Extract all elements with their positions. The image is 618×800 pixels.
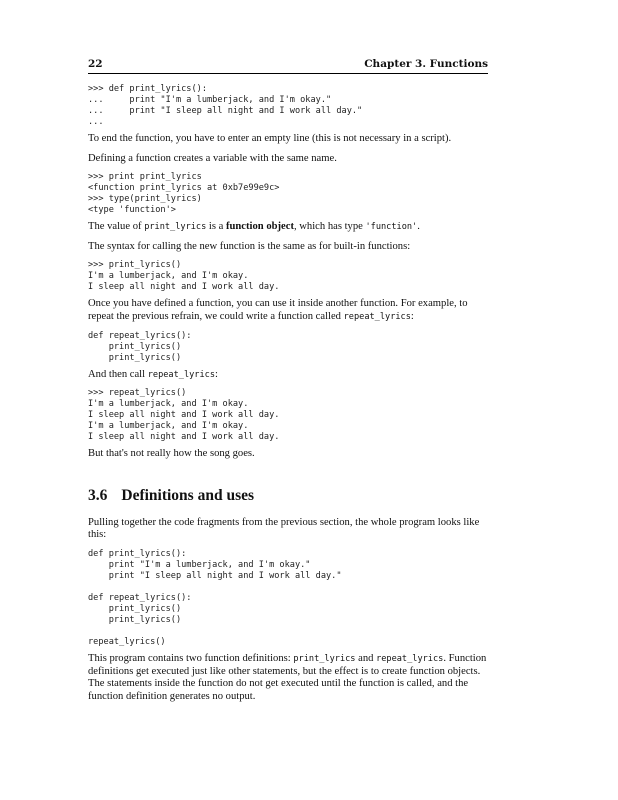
code-line: ... print "I sleep all night and I work all day." <box>88 106 363 116</box>
code-line: <type 'function'> <box>88 205 176 216</box>
running-header <box>88 58 488 74</box>
code-line: print_lyrics() <box>88 614 182 625</box>
paragraph-empty-line: To end the function, you have to enter an empty line (this is not necessary in a script). <box>88 133 452 144</box>
code-line: repeat_lyrics() <box>88 636 166 647</box>
inline-code: print_lyrics <box>144 222 207 233</box>
paragraph-function-object: The value of print_lyrics is a function object, which has type 'function'. <box>88 221 420 233</box>
inline-code: repeat_lyrics <box>343 311 411 322</box>
code-block-whole-program <box>88 549 488 648</box>
bold-term: function object <box>226 221 294 233</box>
code-line: print "I sleep all night and I work all day." <box>88 570 342 581</box>
code-line: >>> repeat_lyrics() <box>88 388 187 399</box>
chapter-title: Chapter 3. Functions <box>364 58 488 70</box>
paragraph-then-call: And then call repeat_lyrics: <box>88 368 218 380</box>
code-line: I'm a lumberjack, and I'm okay. <box>88 271 249 282</box>
code-block-define-repeat-lyrics <box>88 331 488 364</box>
code-line: def print_lyrics(): <box>88 548 187 559</box>
paragraph-two-definitions: This program contains two function definitions: print_lyrics and repeat_lyrics. Function definitions get executed just like other statements, but the effect is to create function objects. The statements inside the function do not get executed until the function is called, and the function definition generates no output. <box>88 652 487 702</box>
code-line: >>> print_lyrics() <box>88 260 182 271</box>
code-line: def repeat_lyrics(): <box>88 330 192 341</box>
paragraph-defining-function: Defining a function creates a variable with the same name. <box>88 152 337 164</box>
code-line: >>> type(print_lyrics) <box>88 194 202 205</box>
book-page <box>88 58 488 710</box>
code-line: ... <box>88 117 104 127</box>
code-block-call-repeat-lyrics <box>88 388 488 443</box>
section-number: 3.6 <box>88 486 108 504</box>
code-line: print_lyrics() <box>88 603 182 614</box>
code-line: I'm a lumberjack, and I'm okay. <box>88 421 249 432</box>
inline-code: repeat_lyrics <box>147 369 215 380</box>
code-block-call-print-lyrics <box>88 260 488 293</box>
inline-code: print_lyrics <box>293 653 356 664</box>
code-block-print-function-object <box>88 172 488 216</box>
code-line-blank <box>88 626 488 637</box>
paragraph-calling-syntax: The syntax for calling the new function is the same as for built-in functions: <box>88 240 411 252</box>
code-line: I'm a lumberjack, and I'm okay. <box>88 399 249 410</box>
code-line: <function print_lyrics at 0xb7e99e9c> <box>88 183 280 194</box>
paragraph-song: But that's not really how the song goes. <box>88 448 255 460</box>
inline-code: 'function' <box>365 222 418 233</box>
code-line-blank <box>88 582 488 593</box>
paragraph-repeat-intro: Once you have defined a function, you can use it inside another function. For example, to repeat the previous refrain, we could write a function called repeat_lyrics: <box>88 298 468 322</box>
code-line: I sleep all night and I work all day. <box>88 282 280 293</box>
code-line: print "I'm a lumberjack, and I'm okay." <box>88 559 311 570</box>
code-line: print_lyrics() <box>88 352 182 363</box>
inline-code: repeat_lyrics <box>376 653 444 664</box>
code-line: ... print "I'm a lumberjack, and I'm okay." <box>88 95 332 105</box>
code-line: def repeat_lyrics(): <box>88 592 192 603</box>
code-line: >>> print print_lyrics <box>88 172 202 183</box>
code-line: I sleep all night and I work all day. <box>88 410 280 421</box>
code-line: I sleep all night and I work all day. <box>88 432 280 443</box>
code-line: print_lyrics() <box>88 341 182 352</box>
paragraph-whole-program: Pulling together the code fragments from the previous section, the whole program looks like this: <box>88 516 480 541</box>
section-title: Definitions and uses <box>121 486 255 504</box>
section-heading <box>88 487 488 505</box>
page-number: 22 <box>88 58 103 70</box>
code-block-define-print-lyrics <box>88 84 488 128</box>
code-line: >>> def print_lyrics(): <box>88 84 207 94</box>
